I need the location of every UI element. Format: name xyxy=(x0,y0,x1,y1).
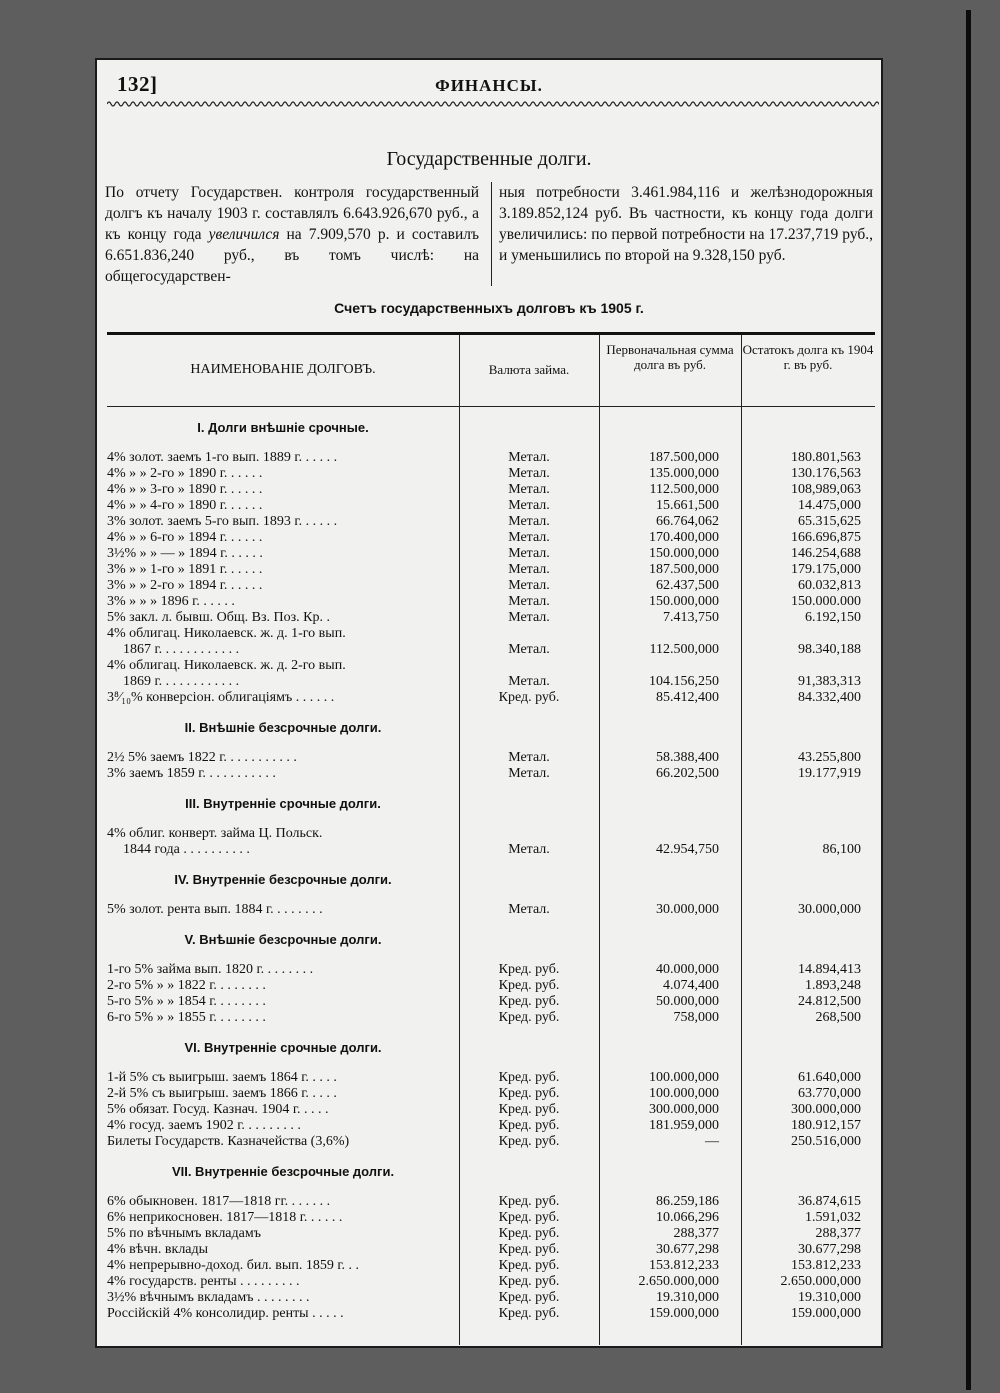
remainder-cell: 30.000,000 xyxy=(798,902,861,917)
debt-name: 4% » » 4-го » 1890 г. . . . . . xyxy=(107,498,263,513)
original-sum-cell: 150.000,000 xyxy=(649,546,719,561)
original-sum-cell: 30.000,000 xyxy=(656,902,719,917)
original-sum-cell: 150.000,000 xyxy=(649,594,719,609)
table-row xyxy=(107,610,875,626)
table-row xyxy=(107,562,875,578)
original-sum-cell: 7.413,750 xyxy=(663,610,719,625)
debt-name: 5% обязат. Госуд. Казнач. 1904 г. . . . . xyxy=(107,1102,329,1117)
debt-name: 4% золот. заемъ 1-го вып. 1889 г. . . . . . xyxy=(107,450,338,465)
original-sum-cell: — xyxy=(705,1134,719,1149)
original-sum-cell: 153.812,233 xyxy=(649,1258,719,1273)
remainder-cell: 19.177,919 xyxy=(798,766,861,781)
debt-name: 3⁸⁄₁₀% конверсіон. облигаціямъ . . . . . . xyxy=(107,690,335,705)
table-row xyxy=(107,690,875,706)
remainder-cell: 180.801,563 xyxy=(791,450,861,465)
currency-cell: Кред. руб. xyxy=(498,1258,560,1273)
original-sum-cell: 2.650.000,000 xyxy=(638,1274,719,1289)
section-heading: VII. Внутренніе безсрочные долги. xyxy=(171,1164,395,1179)
currency-cell: Кред. руб. xyxy=(498,1290,560,1305)
original-sum-cell: 66.764,062 xyxy=(656,514,719,529)
table-row xyxy=(107,450,875,466)
remainder-cell: 130.176,563 xyxy=(791,466,861,481)
original-sum-cell: 86.259,186 xyxy=(656,1194,719,1209)
debt-name-continuation: 1844 года . . . . . . . . . . xyxy=(123,842,250,857)
currency-cell: Метал. xyxy=(508,578,550,593)
original-sum-cell: 40.000,000 xyxy=(656,962,719,977)
table-row xyxy=(107,994,875,1010)
table-row xyxy=(107,466,875,482)
remainder-cell: 65.315,625 xyxy=(798,514,861,529)
remainder-cell: 19.310,000 xyxy=(798,1290,861,1305)
remainder-cell: 159.000,000 xyxy=(791,1306,861,1321)
table-row xyxy=(107,1194,875,1210)
table-header-rule xyxy=(107,406,875,407)
table-row xyxy=(107,1134,875,1150)
currency-cell: Метал. xyxy=(508,482,550,497)
column-divider xyxy=(491,182,492,286)
debt-name: 6-го 5% » » 1855 г. . . . . . . . xyxy=(107,1010,266,1025)
debt-name: 3% золот. заемъ 5-го вып. 1893 г. . . . . . xyxy=(107,514,338,529)
debt-name: 5% закл. л. бывш. Общ. Вз. Поз. Кр. . xyxy=(107,610,330,625)
currency-cell: Метал. xyxy=(508,562,550,577)
debt-name: 3½% » » — » 1894 г. . . . . . xyxy=(107,546,263,561)
currency-cell: Метал. xyxy=(508,766,550,781)
section-heading: III. Внутренніе срочные долги. xyxy=(185,796,381,811)
currency-cell: Кред. руб. xyxy=(498,1274,560,1289)
remainder-cell: 108,989,063 xyxy=(791,482,861,497)
table-row xyxy=(107,514,875,530)
remainder-cell: 86,100 xyxy=(822,842,861,857)
currency-cell: Метал. xyxy=(508,674,550,689)
debt-name: 4% облиг. конверт. займа Ц. Польск. xyxy=(107,826,323,841)
remainder-cell: 61.640,000 xyxy=(798,1070,861,1085)
header-original-sum: Первоначальная сумма долга въ руб. xyxy=(606,342,734,372)
remainder-cell: 6.192,150 xyxy=(805,610,861,625)
original-sum-cell: 112.500,000 xyxy=(649,642,719,657)
table-row-continuation xyxy=(107,674,875,690)
original-sum-cell: 159.000,000 xyxy=(649,1306,719,1321)
remainder-cell: 146.254,688 xyxy=(791,546,861,561)
header-name: НАИМЕНОВАНІЕ ДОЛГОВЪ. xyxy=(190,362,376,377)
debt-name: 3% » » » 1896 г. . . . . . xyxy=(107,594,235,609)
decorative-wavy-rule xyxy=(107,100,879,108)
table-row xyxy=(107,766,875,782)
original-sum-cell: 50.000,000 xyxy=(656,994,719,1009)
currency-cell: Кред. руб. xyxy=(498,962,560,977)
debt-name: 5% по вѣчнымъ вкладамъ xyxy=(107,1226,261,1241)
original-sum-cell: 112.500,000 xyxy=(649,482,719,497)
remainder-cell: 1.591,032 xyxy=(805,1210,861,1225)
debt-name: 2-й 5% съ выигрыш. заемъ 1866 г. . . . . xyxy=(107,1086,337,1101)
remainder-cell: 84.332,400 xyxy=(798,690,861,705)
table-row-continuation xyxy=(107,842,875,858)
remainder-cell: 268,500 xyxy=(815,1010,861,1025)
currency-cell: Кред. руб. xyxy=(498,1306,560,1321)
debt-name: 2-го 5% » » 1822 г. . . . . . . . xyxy=(107,978,266,993)
table-row xyxy=(107,626,875,642)
currency-cell: Метал. xyxy=(508,530,550,545)
scan-edge-line xyxy=(966,10,971,1390)
currency-cell: Метал. xyxy=(508,594,550,609)
table-row-continuation xyxy=(107,642,875,658)
currency-cell: Кред. руб. xyxy=(498,1118,560,1133)
table-row xyxy=(107,1118,875,1134)
section-heading: VI. Внутренніе срочные долги. xyxy=(184,1040,382,1055)
original-sum-cell: 300.000,000 xyxy=(649,1102,719,1117)
remainder-cell: 166.696,875 xyxy=(791,530,861,545)
original-sum-cell: 42.954,750 xyxy=(656,842,719,857)
table-row xyxy=(107,1242,875,1258)
currency-cell: Кред. руб. xyxy=(498,1226,560,1241)
currency-cell: Кред. руб. xyxy=(498,690,560,705)
table-row xyxy=(107,1102,875,1118)
original-sum-cell: 100.000,000 xyxy=(649,1070,719,1085)
table-row xyxy=(107,1306,875,1322)
section-title: Государственные долги. xyxy=(386,148,592,170)
table-row xyxy=(107,482,875,498)
section-heading: V. Внѣшніе безсрочные долги. xyxy=(184,932,382,947)
remainder-cell: 36.874,615 xyxy=(798,1194,861,1209)
remainder-cell: 2.650.000,000 xyxy=(780,1274,861,1289)
table-row xyxy=(107,826,875,842)
table-row xyxy=(107,962,875,978)
header-currency: Валюта займа. xyxy=(488,362,570,377)
currency-cell: Кред. руб. xyxy=(498,1086,560,1101)
original-sum-cell: 4.074,400 xyxy=(663,978,719,993)
currency-cell: Метал. xyxy=(508,750,550,765)
debt-name-continuation: 1869 г. . . . . . . . . . . . xyxy=(123,674,240,689)
intro-right-column: ныя потребности 3.461.984,116 и желѣзнодорожныя 3.189.852,124 руб. Въ частности, къ концу года долги увеличились: по первой потребности на 17.237,719 руб., и уменьшились по второй на 9.328,150 руб. xyxy=(499,184,873,264)
remainder-cell: 300.000,000 xyxy=(791,1102,861,1117)
remainder-cell: 250.516,000 xyxy=(791,1134,861,1149)
currency-cell: Кред. руб. xyxy=(498,1010,560,1025)
debt-name: 4% » » 2-го » 1890 г. . . . . . xyxy=(107,466,263,481)
table-row xyxy=(107,978,875,994)
currency-cell: Метал. xyxy=(508,642,550,657)
remainder-cell: 14.475,000 xyxy=(798,498,861,513)
debt-table xyxy=(107,332,875,1342)
remainder-cell: 43.255,800 xyxy=(798,750,861,765)
remainder-cell: 150.000.000 xyxy=(791,594,861,609)
table-row xyxy=(107,1210,875,1226)
currency-cell: Кред. руб. xyxy=(498,978,560,993)
debt-name: 3½% вѣчнымъ вкладамъ . . . . . . . . xyxy=(107,1290,310,1305)
currency-cell: Кред. руб. xyxy=(498,1242,560,1257)
currency-cell: Метал. xyxy=(508,514,550,529)
remainder-cell: 60.032,813 xyxy=(798,578,861,593)
page-header xyxy=(97,60,881,102)
debt-name: 2½ 5% заемъ 1822 г. . . . . . . . . . . xyxy=(107,750,297,765)
debt-name: 3% заемъ 1859 г. . . . . . . . . . . xyxy=(107,766,276,781)
remainder-cell: 153.812,233 xyxy=(791,1258,861,1273)
table-row xyxy=(107,902,875,918)
table-row xyxy=(107,530,875,546)
running-title: ФИНАНСЫ. xyxy=(435,76,543,95)
original-sum-cell: 187.500,000 xyxy=(649,562,719,577)
table-row xyxy=(107,1274,875,1290)
currency-cell: Метал. xyxy=(508,842,550,857)
original-sum-cell: 10.066,296 xyxy=(656,1210,719,1225)
currency-cell: Метал. xyxy=(508,902,550,917)
table-row xyxy=(107,750,875,766)
debt-name: 4% » » 3-го » 1890 г. . . . . . xyxy=(107,482,263,497)
remainder-cell: 288,377 xyxy=(815,1226,861,1241)
remainder-cell: 91,383,313 xyxy=(798,674,861,689)
remainder-cell: 24.812,500 xyxy=(798,994,861,1009)
table-title: Счетъ государственныхъ долговъ къ 1905 г. xyxy=(334,300,644,316)
debt-name: 4% вѣчн. вклады xyxy=(107,1242,209,1257)
debt-name: 4% » » 6-го » 1894 г. . . . . . xyxy=(107,530,263,545)
original-sum-cell: 30.677,298 xyxy=(656,1242,719,1257)
table-row xyxy=(107,578,875,594)
debt-name: 4% облигац. Николаевск. ж. д. 2-го вып. xyxy=(107,658,346,673)
debt-name: 5% золот. рента вып. 1884 г. . . . . . . . xyxy=(107,902,323,917)
original-sum-cell: 85.412,400 xyxy=(656,690,719,705)
debt-name: 1-й 5% съ выигрыш. заемъ 1864 г. . . . . xyxy=(107,1070,337,1085)
original-sum-cell: 135.000,000 xyxy=(649,466,719,481)
table-row xyxy=(107,1226,875,1242)
debt-name: Билеты Государств. Казначейства (3,6%) xyxy=(107,1134,350,1149)
remainder-cell: 14.894,413 xyxy=(798,962,861,977)
table-row xyxy=(107,546,875,562)
original-sum-cell: 288,377 xyxy=(673,1226,719,1241)
currency-cell: Кред. руб. xyxy=(498,1134,560,1149)
page-number: 132] xyxy=(117,72,158,96)
table-row xyxy=(107,658,875,674)
original-sum-cell: 181.959,000 xyxy=(649,1118,719,1133)
remainder-cell: 179.175,000 xyxy=(791,562,861,577)
debt-name: 6% обыкновен. 1817—1818 гг. . . . . . . xyxy=(107,1194,331,1209)
intro-paragraph xyxy=(105,182,873,285)
currency-cell: Кред. руб. xyxy=(498,1210,560,1225)
debt-name: 3% » » 2-го » 1894 г. . . . . . xyxy=(107,578,263,593)
currency-cell: Метал. xyxy=(508,546,550,561)
currency-cell: Кред. руб. xyxy=(498,1102,560,1117)
original-sum-cell: 170.400,000 xyxy=(649,530,719,545)
original-sum-cell: 19.310,000 xyxy=(656,1290,719,1305)
original-sum-cell: 15.661,500 xyxy=(656,498,719,513)
intro-left-column: По отчету Государствен. контроля государственный долгъ къ началу 1903 г. составлялъ 6.643.926,670 руб., а къ концу года увеличился на 7.909,570 р. и составилъ 6.651.836,240 руб., въ томъ числѣ: на общегосударствен- xyxy=(105,184,479,285)
remainder-cell: 180.912,157 xyxy=(791,1118,861,1133)
debt-name: 4% госуд. заемъ 1902 г. . . . . . . . . xyxy=(107,1118,301,1133)
currency-cell: Метал. xyxy=(508,498,550,513)
remainder-cell: 63.770,000 xyxy=(798,1086,861,1101)
debt-name: Россійскій 4% консолидир. ренты . . . . . xyxy=(107,1306,344,1321)
book-page xyxy=(95,58,883,1348)
original-sum-cell: 62.437,500 xyxy=(656,578,719,593)
table-row xyxy=(107,1010,875,1026)
remainder-cell: 1.893,248 xyxy=(805,978,861,993)
currency-cell: Кред. руб. xyxy=(498,1194,560,1209)
header-remainder: Остатокъ долга къ 1904 г. въ руб. xyxy=(742,342,874,372)
currency-cell: Кред. руб. xyxy=(498,994,560,1009)
debt-name: 5-го 5% » » 1854 г. . . . . . . . xyxy=(107,994,266,1009)
original-sum-cell: 187.500,000 xyxy=(649,450,719,465)
currency-cell: Кред. руб. xyxy=(498,1070,560,1085)
table-top-rule xyxy=(107,332,875,335)
currency-cell: Метал. xyxy=(508,450,550,465)
original-sum-cell: 100.000,000 xyxy=(649,1086,719,1101)
debt-name: 1-го 5% займа вып. 1820 г. . . . . . . . xyxy=(107,962,314,977)
debt-name: 4% непрерывно-доход. бил. вып. 1859 г. . . xyxy=(107,1258,359,1273)
debt-name: 6% неприкосновен. 1817—1818 г. . . . . . xyxy=(107,1210,343,1225)
debt-name: 3% » » 1-го » 1891 г. . . . . . xyxy=(107,562,263,577)
table-row xyxy=(107,1070,875,1086)
section-heading: II. Внѣшніе безсрочные долги. xyxy=(184,720,382,735)
original-sum-cell: 66.202,500 xyxy=(656,766,719,781)
debt-name: 4% облигац. Николаевск. ж. д. 1-го вып. xyxy=(107,626,346,641)
table-row xyxy=(107,1290,875,1306)
remainder-cell: 30.677,298 xyxy=(798,1242,861,1257)
table-row xyxy=(107,498,875,514)
debt-name: 4% государств. ренты . . . . . . . . . xyxy=(107,1274,300,1289)
currency-cell: Метал. xyxy=(508,466,550,481)
table-row xyxy=(107,1086,875,1102)
original-sum-cell: 758,000 xyxy=(673,1010,719,1025)
section-heading: IV. Внутренніе безсрочные долги. xyxy=(174,872,392,887)
currency-cell: Метал. xyxy=(508,610,550,625)
section-heading: I. Долги внѣшніе срочные. xyxy=(197,420,369,435)
original-sum-cell: 58.388,400 xyxy=(656,750,719,765)
table-row xyxy=(107,594,875,610)
remainder-cell: 98.340,188 xyxy=(798,642,861,657)
debt-name-continuation: 1867 г. . . . . . . . . . . . xyxy=(123,642,240,657)
table-row xyxy=(107,1258,875,1274)
original-sum-cell: 104.156,250 xyxy=(649,674,719,689)
